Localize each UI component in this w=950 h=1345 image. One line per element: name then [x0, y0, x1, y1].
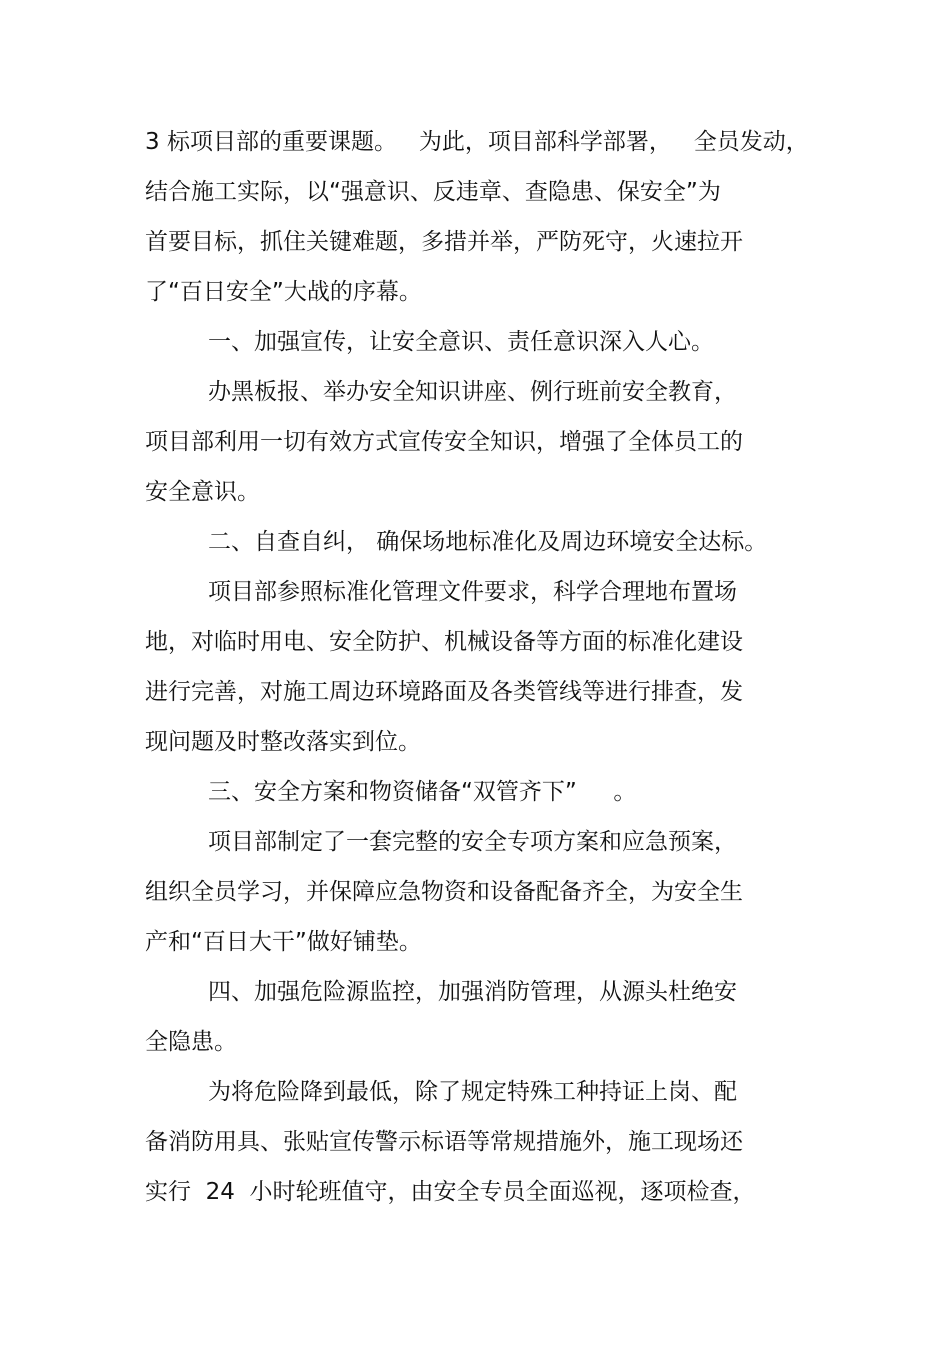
text-line: 安全意识。: [145, 479, 260, 505]
text-line: 地，对临时用电、安全防护、机械设备等方面的标准化建设: [145, 629, 743, 655]
paragraph-start: 项目部参照标准化管理文件要求，科学合理地布置场: [208, 579, 737, 605]
section-heading-1: 一、加强宣传，让安全意识、责任意识深入人心。: [208, 329, 714, 355]
text-line: 进行完善，对施工周边环境路面及各类管线等进行排查，发: [145, 679, 743, 705]
text-line: 实行 24 小时轮班值守，由安全专员全面巡视，逐项检查，: [145, 1179, 756, 1205]
text-line: 结合施工实际，以“强意识、反违章、查隐患、保安全”为: [145, 179, 721, 205]
text-line: 项目部利用一切有效方式宣传安全知识，增强了全体员工的: [145, 429, 743, 455]
text-line: 备消防用具、张贴宣传警示标语等常规措施外，施工现场还: [145, 1129, 743, 1155]
section-heading-3: 三、安全方案和物资储备“双管齐下” 。: [208, 779, 637, 805]
section-heading-4: 四、加强危险源监控，加强消防管理，从源头杜绝安: [208, 979, 737, 1005]
text-line: 现问题及时整改落实到位。: [145, 729, 421, 755]
text-line: 产和“百日大干”做好铺垫。: [145, 929, 422, 955]
paragraph-start: 项目部制定了一套完整的安全专项方案和应急预案，: [208, 829, 737, 855]
text-line: 组织全员学习，并保障应急物资和设备配备齐全，为安全生: [145, 879, 743, 905]
text-line: 3 标项目部的重要课题。 为此，项目部科学部署， 全员发动，: [145, 129, 809, 155]
text-line: 了“百日安全”大战的序幕。: [145, 279, 422, 305]
section-heading-2: 二、自查自纠， 确保场地标准化及周边环境安全达标。: [208, 529, 768, 555]
paragraph-start: 办黑板报、举办安全知识讲座、例行班前安全教育，: [208, 379, 737, 405]
text-line: 全隐患。: [145, 1029, 237, 1055]
text-line: 首要目标，抓住关键难题，多措并举，严防死守，火速拉开: [145, 229, 743, 255]
paragraph-start: 为将危险降到最低，除了规定特殊工种持证上岗、配: [208, 1079, 737, 1105]
